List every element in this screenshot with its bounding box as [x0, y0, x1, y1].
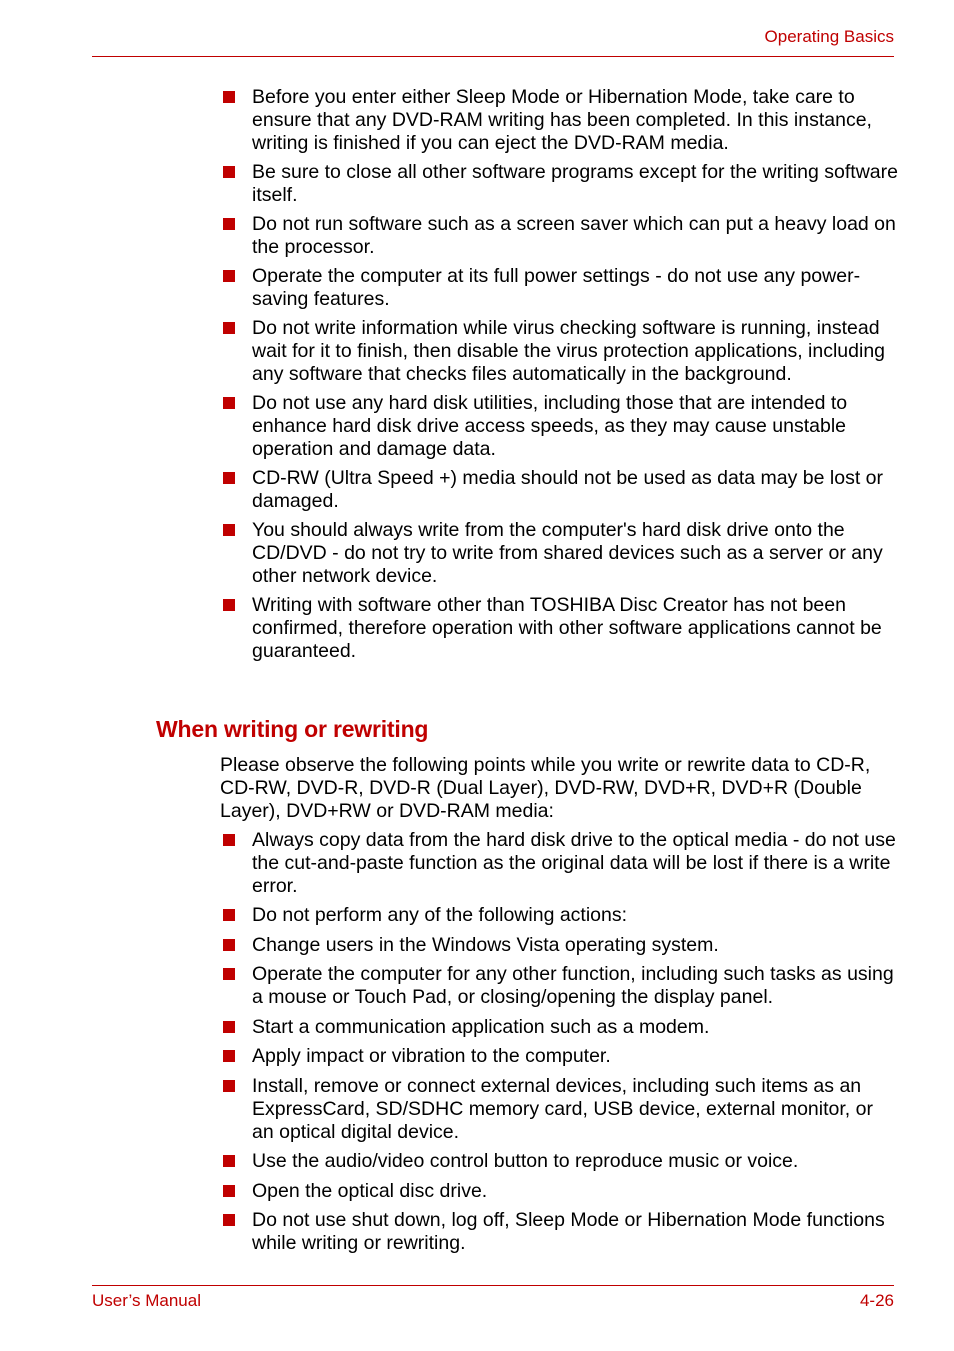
list-item-text: Do not perform any of the following actions:: [252, 904, 628, 927]
footer-rule: [92, 1285, 894, 1286]
list-item-text: Operate the computer for any other function, including such tasks as using a mouse or Touch Pad, or closing/opening the display panel.: [252, 963, 894, 1009]
bullet-square-icon: [223, 1080, 235, 1092]
list-item-text: Do not use any hard disk utilities, including those that are intended to enhance hard disk drive access speeds, as they may cause unstable operation and damage data.: [252, 392, 848, 460]
precautions-list: [220, 86, 900, 669]
list-item-text: Writing with software other than TOSHIBA Disc Creator has not been confirmed, therefore operation with other software applications cannot be guaranteed.: [252, 593, 882, 662]
list-item: [220, 1016, 900, 1039]
list-item: [220, 392, 900, 460]
list-item-text: Do not run software such as a screen saver which can put a heavy load on the processor.: [252, 212, 896, 258]
list-item-text: Always copy data from the hard disk drive to the optical media - do not use the cut-and-paste function as the original data will be lost if there is a write error.: [252, 829, 896, 897]
list-item: [220, 1180, 900, 1203]
bullet-square-icon: [223, 1214, 235, 1226]
list-item-text: Before you enter either Sleep Mode or Hibernation Mode, take care to ensure that any DVD-RAM writing has been completed. In this instance, writing is finished if you can eject the DVD-RAM media.: [252, 86, 872, 154]
bullet-square-icon: [223, 599, 235, 611]
bullet-square-icon: [223, 322, 235, 334]
list-item-text: Install, remove or connect external devices, including such items as an ExpressCard, SD/SDHC memory card, USB device, external monitor, or an optical digital device.: [252, 1074, 873, 1143]
list-item: [220, 963, 900, 1009]
list-item: [220, 1045, 900, 1068]
bullet-square-icon: [223, 166, 235, 178]
list-item: [220, 1150, 900, 1173]
list-item: [220, 934, 900, 957]
list-item-text: Change users in the Windows Vista operating system.: [252, 933, 719, 956]
bullet-square-icon: [223, 1021, 235, 1033]
list-item-text: CD-RW (Ultra Speed +) media should not be used as data may be lost or damaged.: [252, 466, 883, 512]
bullet-square-icon: [223, 397, 235, 409]
bullet-square-icon: [223, 968, 235, 980]
bullet-square-icon: [223, 270, 235, 282]
page-number: 4-26: [859, 1291, 894, 1310]
header-rule: [92, 56, 894, 57]
list-item-text: Do not write information while virus checking software is running, instead wait for it to finish, then disable the virus protection applications, including any software that checks files automatically in the background.: [252, 317, 886, 385]
bullet-square-icon: [223, 909, 235, 921]
list-item-text: Operate the computer at its full power settings - do not use any power-saving features.: [252, 265, 861, 310]
bullet-square-icon: [223, 939, 235, 951]
list-item-text: Open the optical disc drive.: [252, 1179, 488, 1202]
bullet-square-icon: [223, 524, 235, 536]
list-item-text: Apply impact or vibration to the computer.: [252, 1045, 611, 1068]
bullet-square-icon: [223, 1185, 235, 1197]
writing-precautions-list: [220, 829, 900, 1262]
bullet-square-icon: [223, 834, 235, 846]
bullet-square-icon: [223, 218, 235, 230]
footer-manual-title: User’s Manual: [92, 1291, 201, 1310]
list-item: [220, 317, 900, 385]
list-item: [220, 86, 900, 154]
section-intro: Please observe the following points while you write or rewrite data to CD-R, CD-RW, DVD-R, DVD-R (Dual Layer), DVD-RW, DVD+R, DVD+R (Double Layer), DVD+RW or DVD-RAM media:: [220, 754, 871, 822]
list-item: [220, 519, 900, 587]
section-heading: When writing or rewriting: [156, 716, 429, 742]
list-item-text: Be sure to close all other software programs except for the writing software itself.: [252, 160, 898, 206]
list-item-text: Start a communication application such as a modem.: [252, 1015, 710, 1038]
list-item: [220, 829, 900, 897]
list-item-text: Use the audio/video control button to reproduce music or voice.: [252, 1150, 799, 1173]
running-header: Operating Basics: [764, 27, 894, 46]
list-item: [220, 265, 900, 311]
list-item: [220, 213, 900, 259]
list-item: [220, 1075, 900, 1143]
list-item-text: Do not use shut down, log off, Sleep Mode or Hibernation Mode functions while writing or rewriting.: [252, 1209, 885, 1255]
list-item: [220, 161, 900, 207]
list-item: [220, 904, 900, 927]
list-item-text: You should always write from the computer's hard disk drive onto the CD/DVD - do not try to write from shared devices such as a server or any other network device.: [252, 519, 883, 587]
list-item: [220, 594, 900, 662]
list-item: [220, 467, 900, 513]
bullet-square-icon: [223, 472, 235, 484]
list-item: [220, 1209, 900, 1255]
bullet-square-icon: [223, 1050, 235, 1062]
bullet-square-icon: [223, 1155, 235, 1167]
bullet-square-icon: [223, 91, 235, 103]
